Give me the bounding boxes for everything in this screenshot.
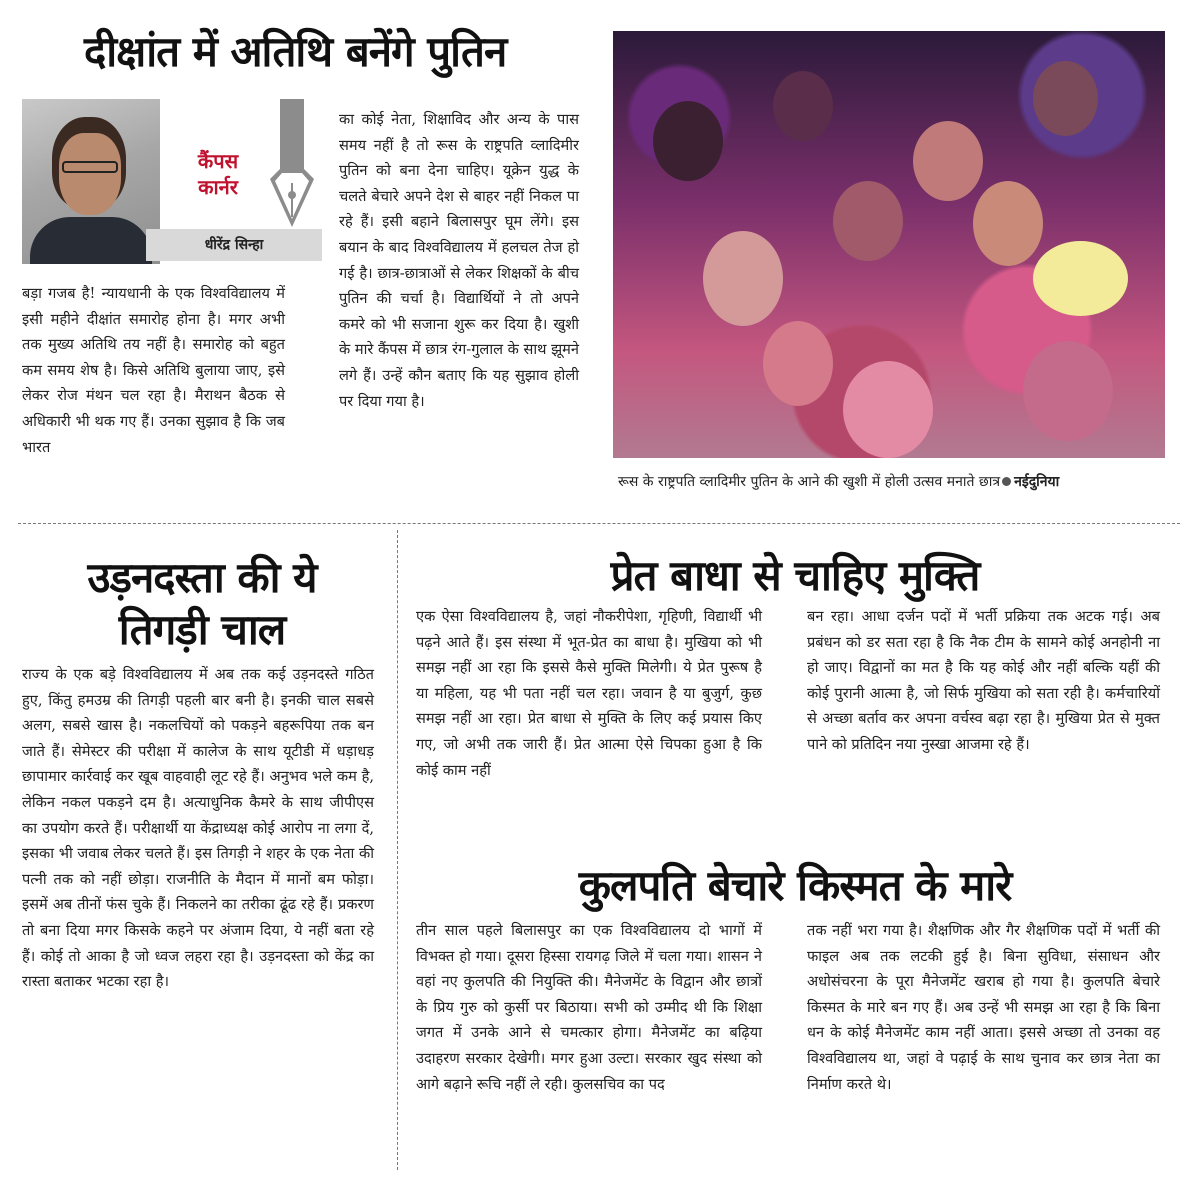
story4-column-right: तक नहीं भरा गया है। शैक्षणिक और गैर शैक्षणिक पदों में भर्ती की फाइल अब तक लटकी हुई है। बिना सुविधा, संसाधन और अधोसंचरना के पूरा मैनेजमेंट खराब हो गया है। कुलपति बेचारे किस्मत के मारे बन गए हैं। अब उन्हें भी समझ आ रहा है कि बिना धन के कोई मैनेजमेंट काम नहीं आता। इससे अच्छा तो उनका वह विश्वविद्यालय था, जहां वे पढ़ाई के साथ चुनाव कर छात्र नेता का निर्माण करते थे। [807, 922, 1160, 1093]
photo-credit: नईदुनिया [1014, 474, 1060, 490]
divider-vertical [397, 530, 398, 1170]
photo-caption [618, 470, 1166, 494]
column-tag: कैंपस कार्नर [197, 149, 239, 199]
divider-horizontal [18, 523, 1180, 524]
holi-celebration-photo [613, 31, 1165, 458]
author-name: धीरेंद्र सिन्हा [146, 229, 322, 261]
story2-headline-line1: उड़नदस्ता की ये [87, 553, 317, 602]
story4-column-left: तीन साल पहले बिलासपुर का एक विश्वविद्यालय दो भागों में विभक्त हो गया। दूसरा हिस्सा रायगढ़ जिले में चला गया। शासन ने वहां नए कुलपति की नियुक्ति की। मैनेजमेंट के विद्वान और छात्रों के प्रिय गुरु को कुर्सी पर बिठाया। सभी को उम्मीद थी कि शिक्षा जगत में उनके आने से चमत्कार होगा। मैनेजमेंट का बढ़िया उदाहरण सरकार देखेगी। मगर हुआ उल्टा। सरकार खुद संस्था को आगे बढ़ाने रूचि नहीं ले रही। कुलसचिव का पद [416, 922, 762, 1093]
fountain-pen-icon [262, 99, 322, 229]
story2-body: राज्य के एक बड़े विश्वविद्यालय में अब तक कई उड़नदस्ते गठित हुए, किंतु हमउम्र की तिगड़ी पहली बार बनी है। इनकी चाल सबसे अलग, सबसे खास है। नकलचियों को पकड़ने बहरूपिया तक बन जाते हैं। सेमेस्टर की परीक्षा में कालेज के साथ यूटीडी में धड़ाधड़ छापामार कार्रवाई कर खूब वाहवाही लूट रहे हैं। अनुभव भले कम है, लेकिन नकल पकड़ने दम है। अत्याधुनिक कैमरे के साथ जीपीएस का उपयोग करते हैं। परीक्षार्थी या केंद्राध्यक्ष कोई आरोप ना लगा दें, इसका भी जवाब लेकर चलते हैं। इस तिगड़ी ने शहर के एक नेता की पत्नी तक को नहीं छोड़ा। राजनीति के मैदान में मानों बम फोड़ा। इसमें अब तीनों फंस चुके हैं। निकलने का तरीका ढूंढ रहे हैं। प्रकरण तो बना दिया मगर किसके कहने पर अंजाम दिया, ये नहीं बता रहे हैं। कोई तो आका है जो ध्वज लहरा रहा है। उड़नदस्ता को केंद्र का रास्ता बताकर भटका रहा है। [22, 666, 374, 991]
story4-headline: कुलपति बेचारे किस्मत के मारे [578, 861, 1012, 910]
story1-column-left: बड़ा गजब है! न्यायधानी के एक विश्वविद्यालय में इसी महीने दीक्षांत समारोह होना है। मगर अभी तक मुख्य अतिथि तय नहीं है। समारोह को बहुत कम समय शेष है। किसे अतिथि बुलाया जाए, इसे लेकर रोज मंथन चल रहा है। मैराथन बैठक से अधिकारी भी थक गए हैं। उनका सुझाव है कि जब भारत [22, 285, 285, 456]
caption-text: रूस के राष्ट्रपति व्लादिमीर पुतिन के आने की खुशी में होली उत्सव मनाते छात्र [618, 474, 1001, 490]
story1-column-right: का कोई नेता, शिक्षाविद और अन्य के पास समय नहीं है तो रूस के राष्ट्रपति व्लादिमीर पुतिन को बना देना चाहिए। यूक्रेन युद्ध के चलते बेचारे अपने देश से बाहर नहीं निकल पा रहे हैं। इसी बहाने बिलासपुर घूम लेंगे। इस बयान के बाद विश्वविद्यालय में हलचल तेज हो गई है। छात्र-छात्राओं से लेकर शिक्षकों के बीच पुतिन की चर्चा है। विद्यार्थियों ने तो अपने कमरे को भी सजाना शुरू कर दिया है। खुशी के मारे कैंपस में छात्र रंग-गुलाल के साथ झूमने लगे हैं। उन्हें कौन बताए कि यह सुझाव होली पर दिया गया है। [339, 111, 579, 410]
bullet-dot-icon [1002, 477, 1011, 486]
story3-column-right: बन रहा। आधा दर्जन पदों में भर्ती प्रक्रिया तक अटक गई। अब प्रबंधन को डर सता रहा है कि नैक टीम के सामने कोई अनहोनी ना हो जाए। विद्वानों का मत है कि यह कोई और नहीं बल्कि यहीं की कोई पुरानी आत्मा है, जो सिर्फ मुखिया को सता रही है। कर्मचारियों से अच्छा बर्ताव कर अपना वर्चस्व बढ़ा रहा है। मुखिया प्रेत से मुक्त पाने को प्रतिदिन नया नुस्खा आजमा रहे हैं। [807, 608, 1160, 753]
story3-headline: प्रेत बाधा से चाहिए मुक्ति [610, 551, 980, 600]
author-photo [22, 99, 160, 264]
story2-headline-line2: तिगड़ी चाल [118, 605, 286, 654]
story3-column-left: एक ऐसा विश्वविद्यालय है, जहां नौकरीपेशा, गृहिणी, विद्यार्थी भी पढ़ने आते हैं। इस संस्था में भूत-प्रेत का बाधा है। मुखिया को भी समझ नहीं आ रहा कि इससे कैसे मुक्ति मिलेगी। ये प्रेत पुरूष है या महिला, यह भी पता नहीं चल रहा। जवान है या बुजुर्ग, कुछ समझ नहीं आ रहा। प्रेत बाधा से मुक्ति के लिए कई प्रयास किए गए, जो अभी तक जारी हैं। प्रेत आत्मा ऐसे चिपका हुआ है कि कोई काम नहीं [416, 608, 762, 779]
story1-headline: दीक्षांत में अतिथि बनेंगे पुतिन [84, 27, 507, 76]
